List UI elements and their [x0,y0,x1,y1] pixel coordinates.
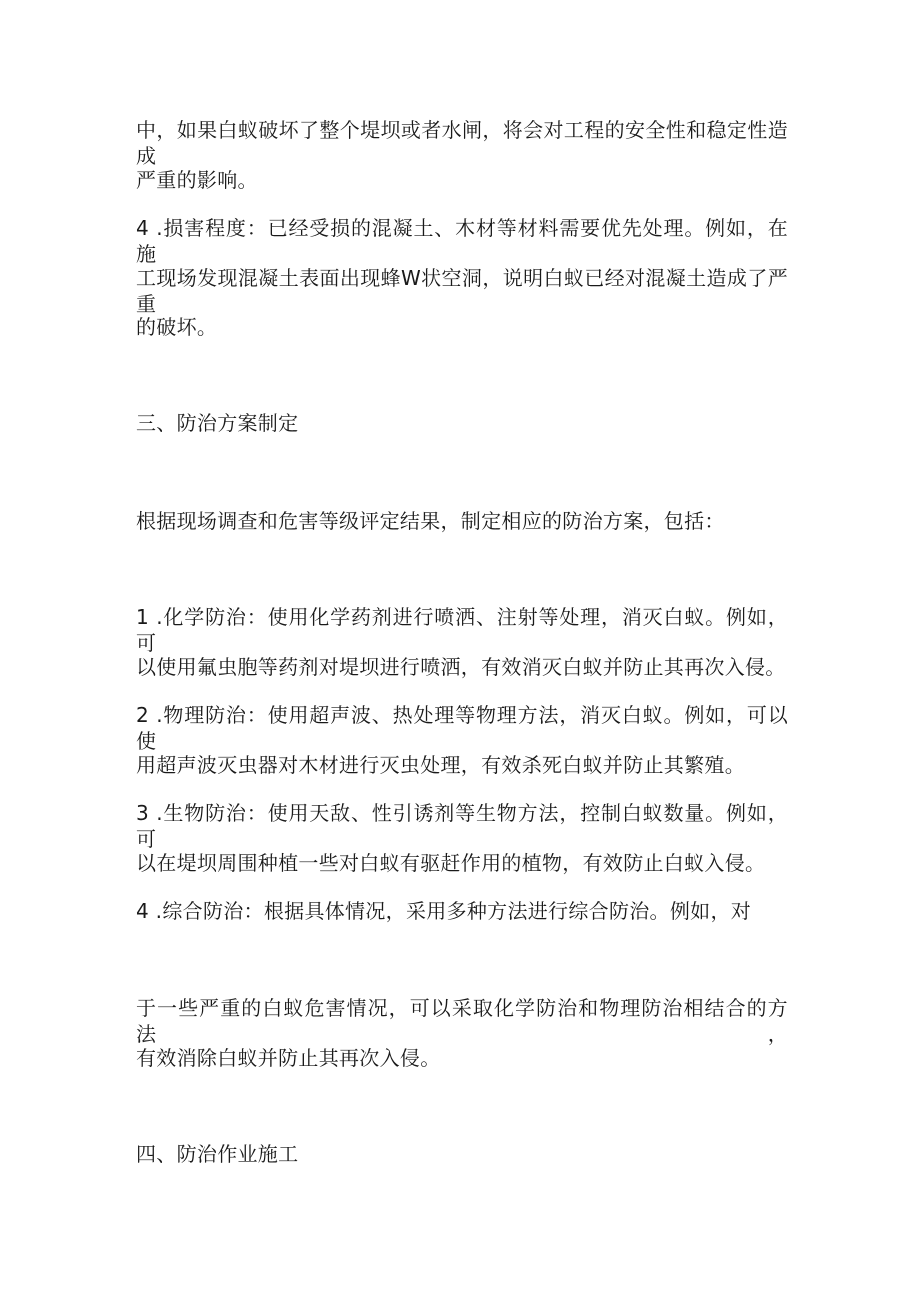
paragraph-line: 以在堤坝周围种植一些对白蚁有驱赶作用的植物，有效防止白蚁入侵。 [136,851,766,875]
section-heading-4: 四、防治作业施工 [136,1142,299,1166]
paragraph-line: 的破坏。 [136,315,218,339]
paragraph-line: 中，如果白蚁破坏了整个堤坝或者水闸，将会对工程的安全性和稳定性造成 [136,118,788,168]
paragraph-line: 有效消除白蚁并防止其再次入侵。 [136,1046,441,1070]
section-heading-3: 三、防治方案制定 [136,411,299,435]
paragraph-line: 于一些严重的白蚁危害情况，可以采取化学防治和物理防治相结合的方法， [136,996,788,1046]
list-item-integrated: 4 .综合防治：根据具体情况，采用多种方法进行综合防治。例如，对 [136,899,752,923]
list-item-biological: 3 .生物防治：使用天敌、性引诱剂等生物方法，控制白蚁数量。例如，可 [136,801,788,851]
paragraph-line: 工现场发现混凝土表面出现蜂W状空洞，说明白蚁已经对混凝土造成了严重 [136,266,788,316]
paragraph-line: 严重的影响。 [136,168,258,192]
list-item-damage-degree: 4 .损害程度：已经受损的混凝土、木材等材料需要优先处理。例如，在施 [136,216,788,266]
list-item-physical: 2 .物理防治：使用超声波、热处理等物理方法，消灭白蚁。例如，可以使 [136,703,788,753]
paragraph-line: 用超声波灭虫器对木材进行灭虫处理，有效杀死白蚁并防止其繁殖。 [136,753,745,777]
paragraph-line: 以使用氟虫胞等药剂对堤坝进行喷洒，有效消灭白蚁并防止其再次入侵。 [136,655,786,679]
list-item-chemical: 1 .化学防治：使用化学药剂进行喷洒、注射等处理，消灭白蚁。例如，可 [136,605,788,655]
section-intro: 根据现场调查和危害等级评定结果，制定相应的防治方案，包括： [136,509,725,533]
